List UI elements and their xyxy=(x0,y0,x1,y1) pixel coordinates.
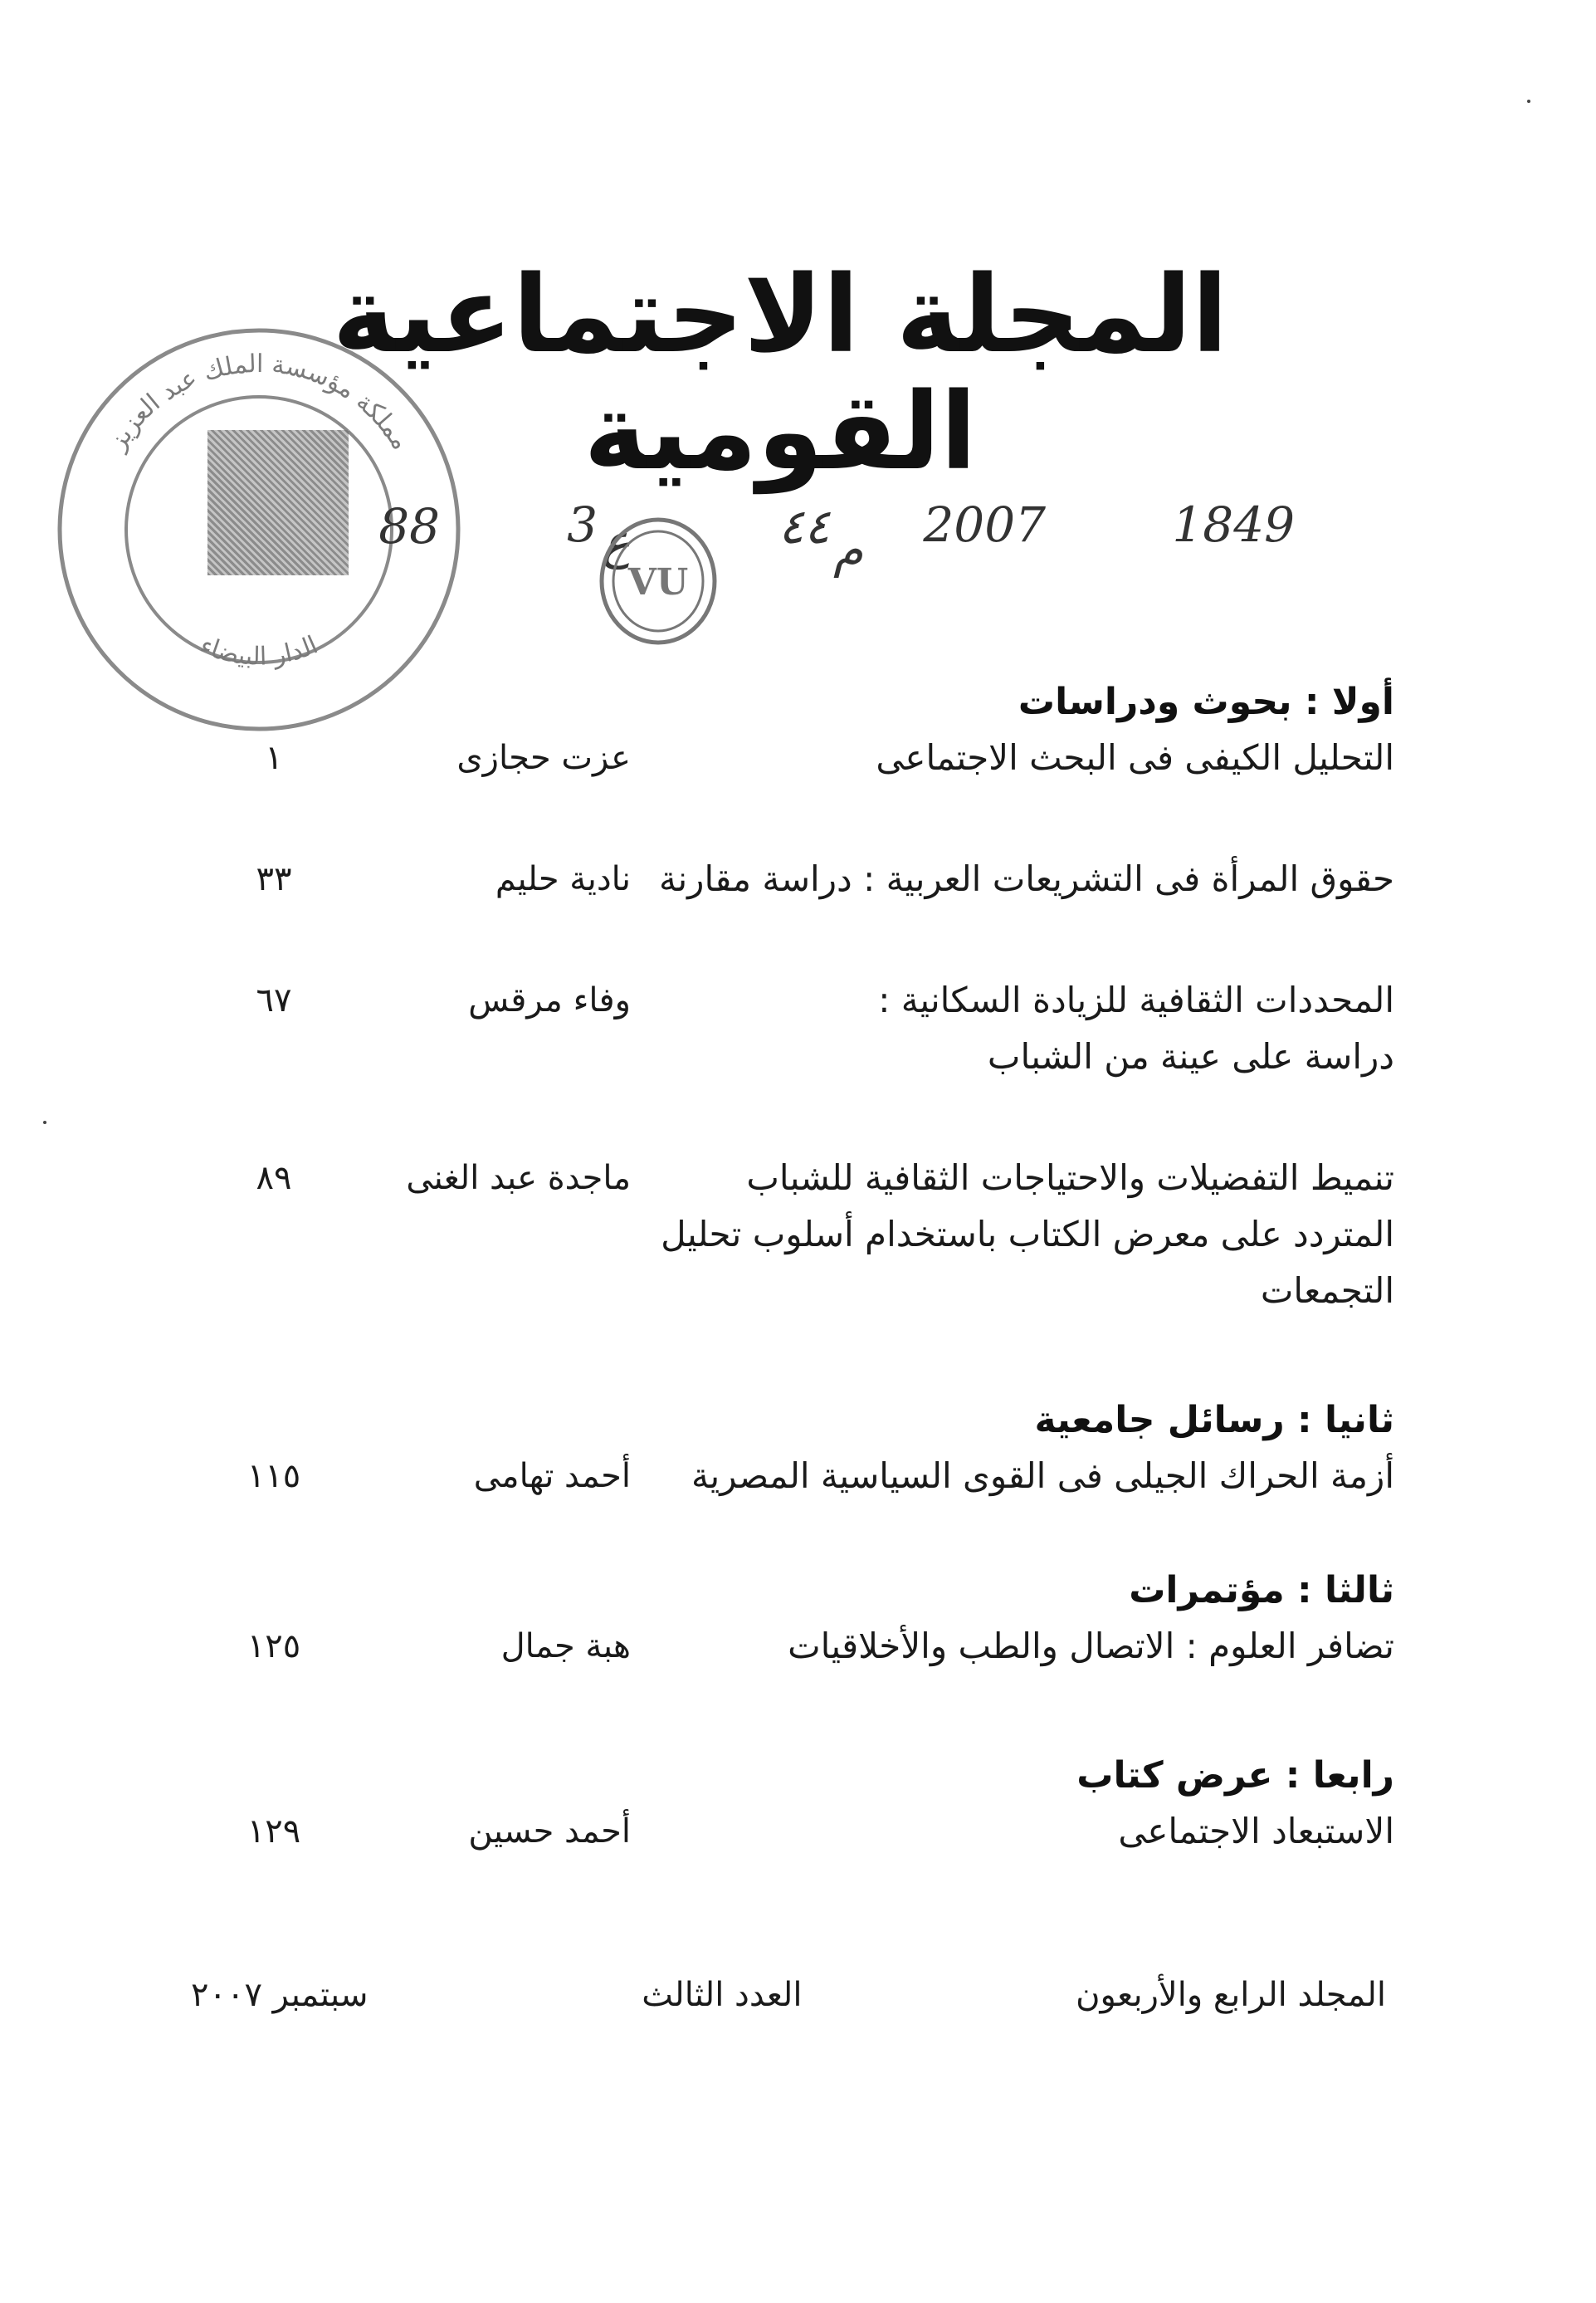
table-of-contents xyxy=(183,681,1394,1860)
entry-page: ١٢٩ xyxy=(246,1812,301,1851)
entry-title-line: التحليل الكيفى فى البحث الاجتماعى xyxy=(876,737,1394,778)
section-heading-research: أولا : بحوث ودراسات xyxy=(1018,681,1394,723)
entry-author: هبة جمال xyxy=(500,1627,631,1665)
toc-entry xyxy=(183,730,1394,786)
scan-speck xyxy=(1527,100,1530,103)
toc-entry xyxy=(183,1618,1394,1675)
entry-title-line: تنميط التفضيلات والاحتياجات الثقافية للشباب xyxy=(746,1157,1394,1198)
entry-page: ١ xyxy=(265,739,283,777)
toc-entry xyxy=(183,1150,1394,1319)
footer-volume: المجلد الرابع والأربعون xyxy=(1076,1976,1386,2014)
entry-author: عزت حجازى xyxy=(456,739,631,777)
handwritten-mark: م xyxy=(833,521,863,578)
footer-date: سبتمبر ٢٠٠٧ xyxy=(191,1976,368,2014)
handwritten-code: 88 xyxy=(378,498,440,555)
entry-title-line: التجمعات xyxy=(1260,1270,1394,1311)
entry-page: ٦٧ xyxy=(256,981,292,1019)
entry-author: ماجدة عبد الغنى xyxy=(406,1159,631,1197)
entry-title-line: حقوق المرأة فى التشريعات العربية : دراسة مقارنة xyxy=(658,858,1394,899)
stamp-arc-text: مملكة مؤسسة الملك عبد العزيز xyxy=(102,349,416,456)
scan-speck xyxy=(43,1121,46,1124)
toc-entry xyxy=(183,1803,1394,1860)
entry-title-line: دراسة على عينة من الشباب xyxy=(987,1036,1394,1077)
handwritten-year: 2007 xyxy=(923,496,1046,553)
journal-title: المجلة الاجتماعية القومية xyxy=(332,253,1228,494)
stamp-bottom-text: الدار البيضاء xyxy=(195,630,323,672)
vu-stamp-text: VU xyxy=(627,561,689,604)
handwritten-number: 1849 xyxy=(1172,496,1295,553)
entry-title xyxy=(647,1448,1394,1504)
handwritten-issue-mark: ع xyxy=(602,513,631,570)
toc-entry xyxy=(183,972,1394,1085)
entry-page: ٨٩ xyxy=(256,1159,292,1197)
entry-title xyxy=(647,851,1394,907)
entry-author: أحمد حسين xyxy=(468,1812,631,1851)
issue-footer xyxy=(191,1976,1386,2014)
section-heading-book-review: رابعا : عرض كتاب xyxy=(1076,1754,1394,1797)
entry-page: ١١٥ xyxy=(246,1457,301,1495)
handwritten-catalogue-line xyxy=(282,488,1328,588)
entry-title xyxy=(647,972,1394,1085)
entry-author: أحمد تهامى xyxy=(473,1457,631,1495)
handwritten-volume: ٤٤ xyxy=(778,498,830,555)
section-heading-theses: ثانيا : رسائل جامعية xyxy=(1034,1399,1394,1441)
handwritten-issue: 3 xyxy=(567,496,598,553)
section-heading-conferences: ثالثا : مؤتمرات xyxy=(1129,1569,1394,1611)
entry-title xyxy=(647,1150,1394,1319)
entry-title-line: المحددات الثقافية للزيادة السكانية : xyxy=(878,980,1394,1020)
entry-author: نادية حليم xyxy=(495,860,631,898)
entry-title xyxy=(647,730,1394,786)
entry-page: ٣٣ xyxy=(256,860,292,898)
entry-title-line: أزمة الحراك الجيلى فى القوى السياسية المصرية xyxy=(691,1455,1394,1496)
toc-entry xyxy=(183,1448,1394,1504)
entry-title xyxy=(647,1803,1394,1860)
entry-title-line: تضافر العلوم : الاتصال والطب والأخلاقيات xyxy=(788,1626,1394,1666)
svg-text:الدار البيضاء xyxy=(196,630,322,671)
entry-page: ١٢٥ xyxy=(246,1627,301,1665)
vu-stamp xyxy=(596,515,720,648)
entry-title xyxy=(647,1618,1394,1675)
entry-title-line: الاستبعاد الاجتماعى xyxy=(1118,1811,1394,1851)
footer-issue: العدد الثالث xyxy=(642,1976,803,2014)
entry-author: وفاء مرقس xyxy=(468,981,631,1019)
entry-title-line: المتردد على معرض الكتاب باستخدام أسلوب تحليل xyxy=(661,1214,1394,1254)
toc-entry xyxy=(183,851,1394,907)
